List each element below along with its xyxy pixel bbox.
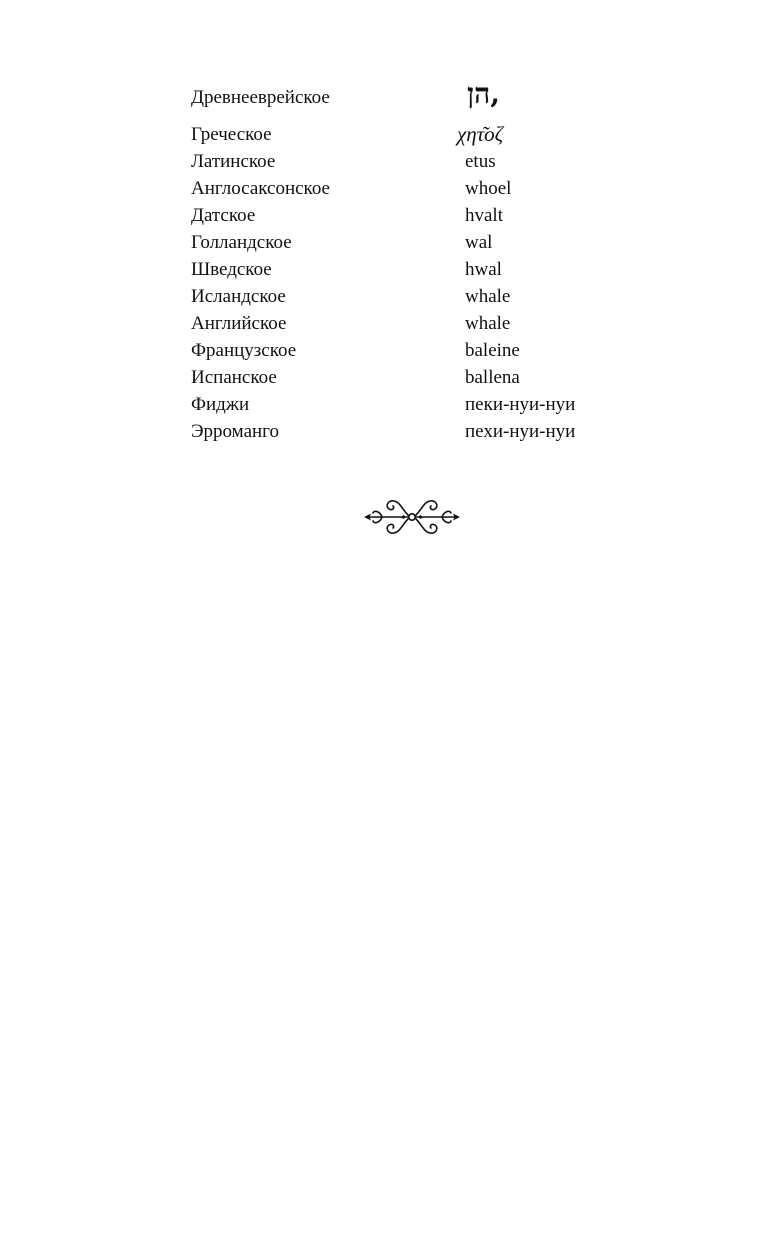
list-item — [191, 391, 611, 418]
whale-word: wal — [465, 232, 493, 253]
list-item — [191, 283, 611, 310]
language-name: Шведское — [191, 259, 272, 280]
whale-word: whale — [465, 286, 511, 307]
whale-word: baleine — [465, 340, 520, 361]
list-item — [191, 121, 611, 148]
whale-word: ballena — [465, 367, 520, 388]
list-item — [191, 148, 611, 175]
language-name: Французское — [191, 340, 297, 361]
language-name: Греческое — [191, 124, 272, 145]
whale-word: whale — [465, 313, 511, 334]
whale-word: whoel — [465, 178, 512, 199]
list-item — [191, 175, 611, 202]
list-item — [191, 337, 611, 364]
list-item — [191, 256, 611, 283]
language-name: Фиджи — [191, 394, 250, 415]
list-item — [191, 229, 611, 256]
whale-word: пехи-нуи-нуи — [465, 421, 576, 442]
whale-word: hvalt — [465, 205, 503, 226]
whale-word: הן, — [467, 77, 500, 110]
whale-word: etus — [465, 151, 496, 172]
list-item — [191, 202, 611, 229]
language-name: Латинское — [191, 151, 276, 172]
language-name: Голландское — [191, 232, 292, 253]
language-name: Испанское — [191, 367, 277, 388]
list-item — [191, 77, 611, 121]
list-item — [191, 310, 611, 337]
decorative-flourish-icon — [362, 494, 462, 540]
whale-word: χητ͂οζ — [457, 122, 504, 146]
whale-word: hwal — [465, 259, 502, 280]
language-name: Исландское — [191, 286, 286, 307]
language-name: Древнееврейское — [191, 87, 330, 108]
language-name: Английское — [191, 313, 287, 334]
list-item — [191, 364, 611, 391]
whale-word-list — [191, 77, 611, 445]
list-item — [191, 418, 611, 445]
whale-word: пеки-нуи-нуи — [465, 394, 576, 415]
language-name: Эрроманго — [191, 421, 279, 442]
language-name: Англосаксонское — [191, 178, 330, 199]
language-name: Датское — [191, 205, 256, 226]
